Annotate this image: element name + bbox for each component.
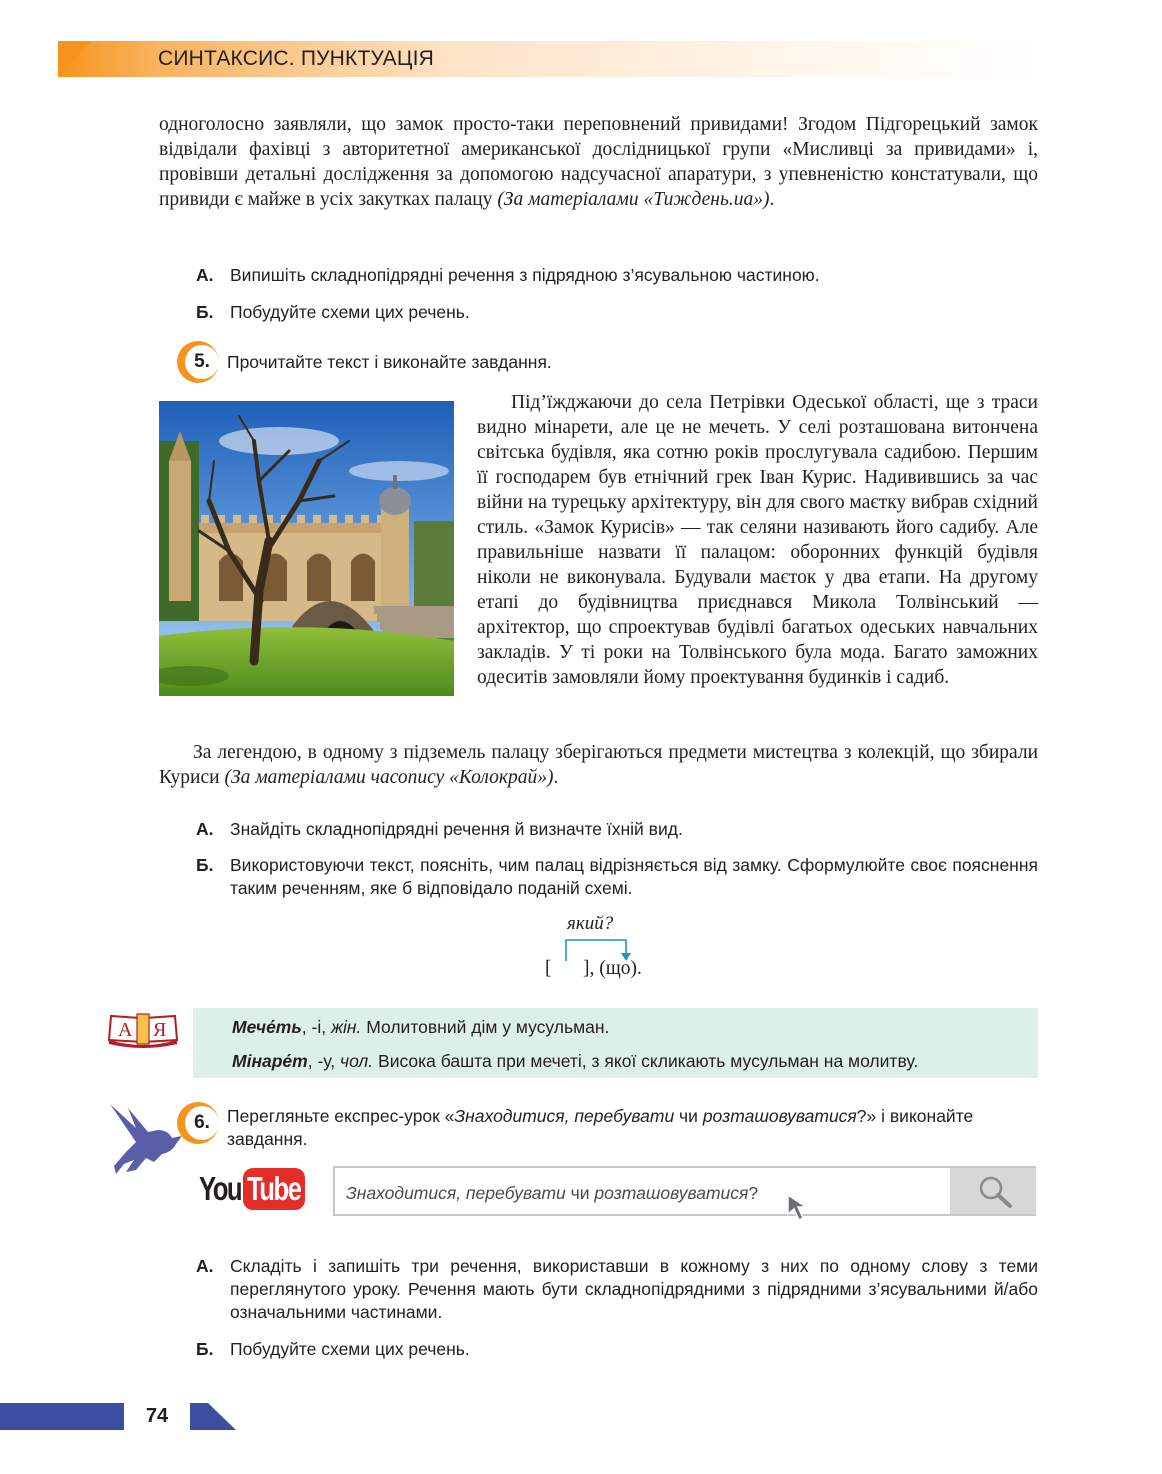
text-top — [159, 112, 1038, 212]
search-query-part: чи — [565, 1183, 595, 1203]
glossary-form: , -і, — [301, 1017, 331, 1037]
task5-a — [196, 818, 1038, 841]
task-text: Використовуючи текст, поясніть, чим палац відрізняється від замку. Сформулюйте своє пояснення таким реченням, яке б відповідало поданій схемі. — [230, 855, 1038, 898]
task-number: 5. — [185, 345, 219, 379]
youtube-logo — [199, 1166, 307, 1212]
task5-end: . — [553, 767, 559, 788]
youtube-search-button[interactable] — [950, 1168, 1036, 1214]
task-number-badge — [177, 341, 219, 383]
search-query-part: розташовуватися — [594, 1183, 749, 1203]
glossary-word: Мече́ть — [232, 1017, 302, 1037]
task6-title-part: чи — [674, 1106, 703, 1126]
task5-text: Під’їжджаючи до села Петрівки Одеської області, ще з траси видно мінарети, але це не мечеть. У селі розташована витончена світська будівля, яка сотню років прослугувала садибою. Першим її господарем був етнічний грек Іван Курис. Надивившись за час війни на турецьку архітектуру, він для свого маєтку вибрав східний стиль. «Замок Курисів» — так селяни називають його садибу. Але правильніше назвати її палацом: оборонних функцій будівля ніколи не виконувала. Будували маєток у два етапи. На другому етапі до будівництва приєднався Микола Толвінський — архітектор, що спроектував будівлі багатьох одеських навчальних закладів. У ті роки на Толвінського була мода. Багато заможних одеситів замовляли йому проектування будинків і садиб. — [477, 392, 1038, 688]
task4-b — [196, 301, 1038, 324]
header-corner — [58, 41, 92, 77]
task-text: Побудуйте схеми цих речень. — [230, 302, 470, 322]
text-top-body: одноголосно заявляли, що замок просто-таки переповнений привидами! Згодом Підгорецький замок відвідали фахівці з авторитетної американської дослідницької групи «Мисливці за привидами» і, провівши детальні дослідження за допомогою надсучасної апаратури, з упевненістю констатували, що привиди є майже в усіх закутках палацу — [159, 114, 1038, 210]
glossary-gram: чол. — [340, 1051, 374, 1071]
footer-bar — [0, 1403, 124, 1430]
task-text: Знайдіть складнопідрядні речення й визначте їхній вид. — [230, 819, 683, 839]
cursor-icon — [785, 1192, 815, 1224]
page-number: 74 — [145, 1405, 169, 1427]
youtube-logo-tube: Tube — [247, 1170, 301, 1207]
scheme-question: який? — [567, 913, 614, 934]
task-label: А. — [196, 1256, 214, 1276]
glossary-form: , -у, — [307, 1051, 341, 1071]
search-query-part: ? — [748, 1183, 759, 1203]
search-query — [346, 1183, 758, 1204]
section-title: СИНТАКСИС. ПУНКТУАЦІЯ — [158, 47, 434, 70]
glossary-def: Висока башта при мечеті, з якої скликають мусульман на молитву. — [373, 1051, 919, 1071]
text-after — [159, 740, 1038, 790]
task-number: 6. — [185, 1106, 219, 1140]
task-label: Б. — [196, 302, 214, 322]
task5-b — [196, 854, 1038, 900]
task5-text-after: За легендою, в одному з підземель палацу зберігаються предмети мистецтва з колекцій, що збирали Куриси — [159, 742, 1038, 788]
footer-arrow — [190, 1403, 238, 1430]
scheme-bracket-open: [ — [545, 958, 552, 979]
palace-photo — [159, 401, 454, 696]
search-icon — [950, 1168, 1036, 1214]
task6-title — [227, 1105, 1038, 1151]
task-label: А. — [196, 265, 214, 285]
task-label: Б. — [196, 1339, 214, 1359]
task4-a — [196, 264, 1038, 287]
text-top-source: (За матеріалами «Тиждень.ua») — [497, 189, 770, 210]
task5-title: Прочитайте текст і виконайте завдання. — [227, 352, 552, 372]
task5-source: (За матеріалами часопису «Колокрай») — [224, 767, 554, 788]
task-text: Побудуйте схеми цих речень. — [230, 1339, 470, 1359]
dictionary-icon — [107, 1010, 179, 1048]
dictionary-letter-a: А — [118, 1019, 133, 1041]
youtube-logo-you: You — [199, 1170, 242, 1207]
task-label: А. — [196, 819, 214, 839]
task-label: Б. — [196, 855, 214, 875]
glossary-entry — [232, 1051, 918, 1072]
dictionary-letter-ya: Я — [153, 1019, 167, 1041]
task-number-badge — [177, 1102, 219, 1144]
task6-title-part: Знаходитися, перебувати — [454, 1106, 675, 1126]
scheme-rest: ], (що). — [583, 958, 642, 979]
task6-a — [196, 1255, 1038, 1324]
task6-title-part: Перегляньте експрес-урок « — [227, 1106, 455, 1126]
task-text: Випишіть складнопідрядні речення з підрядною з’ясувальною частиною. — [230, 265, 820, 285]
glossary-entry — [232, 1017, 609, 1038]
glossary-word: Мінаре́т — [232, 1051, 308, 1071]
search-query-part: Знаходитися, перебувати — [346, 1183, 566, 1203]
text-beside-photo — [477, 390, 1038, 690]
task6-title-part: ?» і виконайте завдання. — [227, 1106, 974, 1149]
glossary-gram: жін. — [330, 1017, 362, 1037]
task6-title-part: розташовуватися — [702, 1106, 857, 1126]
pegasus-icon — [106, 1100, 186, 1176]
task6-b — [196, 1338, 1038, 1361]
glossary-def: Молитовний дім у мусульман. — [361, 1017, 610, 1037]
task-text: Складіть і запишіть три речення, використавши в кожному з них по одному слову з теми переглянутого уроку. Речення мають бути складнопідрядними з підрядними з’ясувальними й/або означальними частинами. — [230, 1256, 1038, 1322]
text-top-end: . — [769, 189, 775, 210]
